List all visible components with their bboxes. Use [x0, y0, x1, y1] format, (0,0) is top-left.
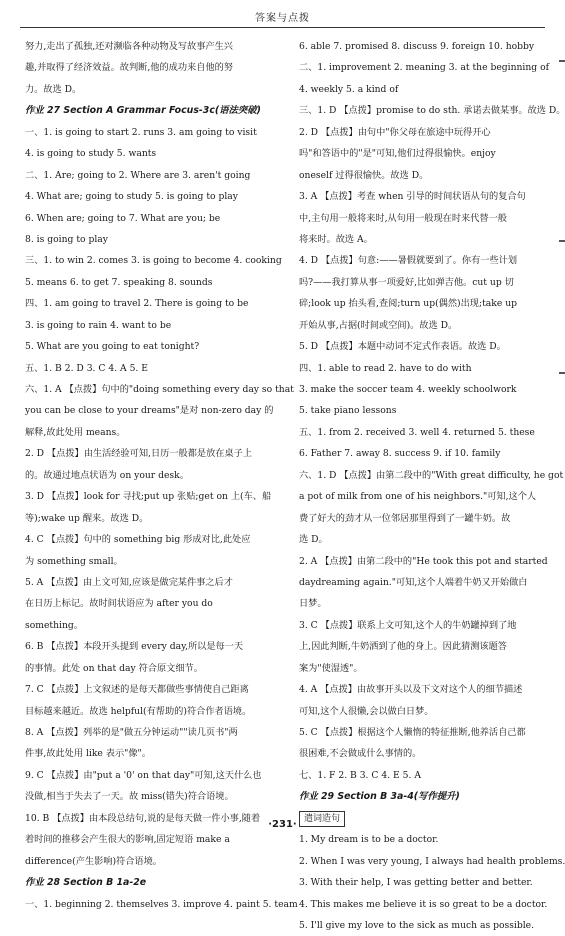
- answer-line: 吗"和答语中的"是"可知,他们过得很愉快。enjoy: [299, 148, 496, 160]
- answer-line: 趣,并取得了经济效益。故判断,他的成功来自他的努: [25, 62, 233, 74]
- answer-line: 4. C 【点拨】句中的 something big 形成对比,此处应: [25, 534, 251, 546]
- answer-line: 10. B 【点拨】由本段总结句,说的是每天做一件小事,随着: [25, 812, 261, 824]
- answer-line: difference(产生影响)符合语境。: [25, 855, 162, 867]
- answer-line: 8. is going to play: [25, 233, 108, 245]
- answer-line: 3. make the soccer team 4. weekly schoolwork: [299, 384, 517, 395]
- answer-line: 很困难,不会做成什么事情的。: [299, 748, 422, 760]
- answer-line: 4. A 【点拨】由故事开头以及下文对这个人的细节描述: [299, 684, 523, 696]
- answer-line: 二、1. Are; going to 2. Where are 3. aren't going: [25, 169, 251, 181]
- answer-line: 六、1. D 【点拨】由第二段中的"With great difficulty, he got: [299, 469, 564, 481]
- answer-line: 2. A 【点拨】由第二段中的"He took this pot and started: [299, 555, 548, 567]
- answer-line: 4. is going to study 5. wants: [25, 148, 157, 160]
- answer-line: 3. C 【点拨】联系上文可知,这个人的牛奶罐掉到了地: [299, 619, 517, 631]
- subsection-box: 遣词造句: [299, 811, 345, 827]
- answer-line: 着时间的推移会产生很大的影响,固定短语 make a: [25, 834, 230, 846]
- header-title: 答案与点拨: [255, 13, 310, 24]
- answer-line: 力。故选 D。: [25, 83, 82, 95]
- answer-line: 四、1. am going to travel 2. There is going to be: [25, 298, 249, 310]
- section-heading: 作业 29 Section B 3a-4(写作提升): [299, 791, 460, 803]
- answer-line: daydreaming again."可知,这个人端着牛奶又开始做白: [299, 576, 528, 588]
- answer-line: 5. What are you going to eat tonight?: [25, 341, 200, 353]
- answer-line: 将来时。故选 A。: [299, 233, 373, 245]
- answer-line: 在日历上标记。故时间状语应为 after you do: [25, 598, 213, 610]
- answer-line: something。: [25, 619, 83, 631]
- answer-line: 2. When I was very young, I always had health problems.: [299, 855, 565, 867]
- answer-line: 5. I'll give my love to the sick as much as possible.: [299, 919, 535, 931]
- answer-line: 碎;look up 抬头看,查阅;turn up(偶然)出现;take up: [299, 298, 517, 310]
- page-number: ·231·: [268, 819, 297, 830]
- answer-line: 日梦。: [299, 598, 327, 610]
- answer-line: 吗?——我打算从事一项爱好,比如弹吉他。cut up 切: [299, 276, 514, 288]
- section-heading: 作业 27 Section A Grammar Focus-3c(语法突破): [25, 105, 261, 117]
- answer-line: 选 D。: [299, 534, 328, 546]
- answer-line: 3. A 【点拨】考查 when 引导的时间状语从句的复合句: [299, 191, 526, 203]
- answer-line: 5. take piano lessons: [299, 405, 397, 417]
- answer-line: 2. D 【点拨】由生活经验可知,日历一般都是放在桌子上: [25, 448, 253, 460]
- page-header: [0, 0, 565, 26]
- answer-line: 六、1. A 【点拨】句中的"doing something every day so that: [25, 384, 294, 395]
- answer-line: oneself 过得很愉快。故选 D。: [299, 169, 429, 181]
- answer-line: 费了好大的劲才从一位邻居那里得到了一罐牛奶。故: [299, 512, 511, 524]
- answer-line: 目标越来越近。故选 helpful(有帮助的)符合作者语境。: [25, 705, 252, 717]
- answer-line: 的事情。此处 on that day 符合原文细节。: [25, 662, 203, 674]
- answer-line: 开始从事,占据(时间或空间)。故选 D。: [299, 319, 458, 331]
- answer-line: 5. A 【点拨】由上文可知,应该是做完某件事之后才: [25, 576, 233, 588]
- edge-mark: [559, 240, 565, 242]
- answer-line: 9. C 【点拨】由"put a '0' on that day"可知,这天什么也: [25, 769, 262, 781]
- answer-line: 3. With their help, I was getting better and better.: [299, 877, 533, 889]
- answer-line: 6. B 【点拨】本段开头提到 every day,所以是每一天: [25, 641, 244, 653]
- answer-line: 5. means 6. to get 7. speaking 8. sounds: [25, 276, 213, 288]
- answer-line: 三、1. D 【点拨】promise to do sth. 承诺去做某事。故选 D。: [299, 105, 565, 117]
- answer-line: 5. C 【点拨】根据这个人懒惰的特征推断,他养活自己都: [299, 727, 526, 738]
- edge-mark: [559, 372, 565, 374]
- answer-line: 努力,走出了孤独,还对濒临各种动物及写故事产生兴: [25, 41, 233, 52]
- section-heading: 作业 28 Section B 1a-2e: [25, 877, 147, 889]
- answer-line: 件事,故此处用 like 表示"像"。: [25, 748, 151, 760]
- answer-line: you can be close to your dreams"是对 non-zero day 的: [25, 405, 274, 417]
- answer-line: 可知,这个人很懒,会以做白日梦。: [299, 705, 434, 717]
- answer-line: 解释,故此处用 means。: [25, 426, 126, 438]
- answer-line: 3. is going to rain 4. want to be: [25, 319, 172, 331]
- answer-line: 4. What are; going to study 5. is going to play: [25, 191, 238, 203]
- answer-line: 七、1. F 2. B 3. C 4. E 5. A: [299, 769, 421, 781]
- answer-line: 8. A 【点拨】列举的是"做五分钟运动""读几页书"两: [25, 727, 238, 738]
- answer-line: 6. When are; going to 7. What are you; be: [25, 212, 221, 224]
- answer-line: 一、1. is going to start 2. runs 3. am going to visit: [25, 126, 257, 138]
- answer-line: 一、1. beginning 2. themselves 3. improve 4. paint 5. team: [25, 898, 298, 910]
- right-column: [299, 36, 565, 936]
- answer-line: 等);wake up 醒来。故选 D。: [25, 512, 149, 524]
- left-column: [25, 36, 298, 915]
- answer-line: 为 something small。: [25, 555, 123, 567]
- answer-line: 五、1. from 2. received 3. well 4. returned 5. these: [299, 426, 535, 438]
- answer-line: 4. D 【点拨】句意:——暑假就要到了。你有一些计划: [299, 255, 518, 267]
- answer-line: 1. My dream is to be a doctor.: [299, 834, 439, 846]
- answer-line: 三、1. to win 2. comes 3. is going to become 4. cooking: [25, 255, 282, 267]
- edge-mark: [559, 60, 565, 62]
- answer-line: 6. able 7. promised 8. discuss 9. foreign 10. hobby: [299, 41, 535, 52]
- answer-line: 的。故通过地点状语为 on your desk。: [25, 469, 189, 481]
- answer-line: 2. D 【点拨】由句中"你父母在旅途中玩得开心: [299, 126, 491, 138]
- answer-line: 上,因此判断,牛奶洒到了他的身上。因此猜测该题答: [299, 641, 507, 653]
- answer-line: 五、1. B 2. D 3. C 4. A 5. E: [25, 362, 148, 374]
- answer-line: 4. weekly 5. a kind of: [299, 83, 399, 95]
- answer-line: 案为"使湿透"。: [299, 662, 363, 674]
- answer-line: 4. This makes me believe it is so great to be a doctor.: [299, 898, 548, 910]
- answer-line: 中,主句用一般将来时,从句用一般现在时来代替一般: [299, 212, 507, 224]
- answer-line: 没做,相当于失去了一天。故 miss(错失)符合语境。: [25, 791, 234, 803]
- answer-line: 5. D 【点拨】本题中动词不定式作表语。故选 D。: [299, 341, 506, 353]
- answer-line: a pot of milk from one of his neighbors."可知,这个人: [299, 491, 537, 503]
- header-rule: [20, 27, 545, 28]
- answer-line: 四、1. able to read 2. have to do with: [299, 362, 472, 374]
- answer-line: 6. Father 7. away 8. success 9. if 10. family: [299, 448, 501, 460]
- answer-line: 3. D 【点拨】look for 寻找;put up 张贴;get on 上(车、船: [25, 491, 272, 503]
- answer-line: 二、1. improvement 2. meaning 3. at the beginning of: [299, 62, 550, 74]
- answer-line: 7. C 【点拨】上文叙述的是每天都做些事情使自己距离: [25, 684, 249, 696]
